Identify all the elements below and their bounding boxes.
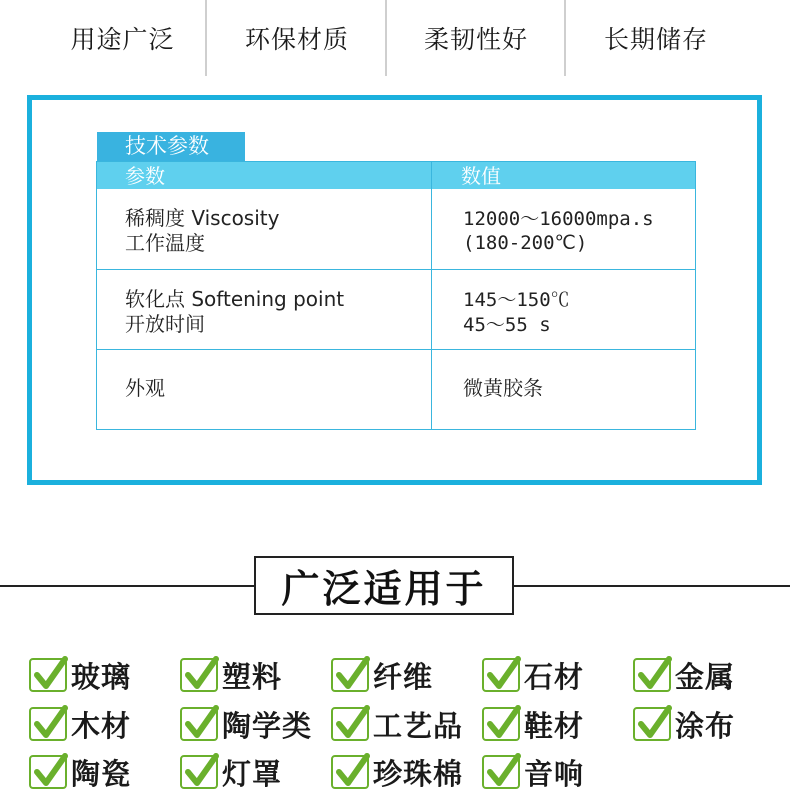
checkmark-icon [331,658,369,692]
application-item [482,655,584,695]
checkmark-icon [633,707,671,741]
application-label: 灯罩 [222,756,283,791]
row3-param: 外观 [125,376,165,400]
header-param: 参数 [125,164,165,188]
application-label: 陶瓷 [71,756,132,791]
row1-value-line1: 12000～16000mpa.s [463,208,654,230]
application-item [331,752,463,792]
row2-param-line2: 开放时间 [125,312,205,336]
application-label: 金属 [675,659,736,694]
spec-table [96,161,696,430]
application-item [29,655,131,695]
checkmark-icon [633,658,671,692]
title-rule-left [0,585,254,587]
application-item [180,752,282,792]
application-item [180,655,282,695]
header-value: 数值 [461,164,501,188]
application-item [29,704,131,744]
row1-param-line2: 工作温度 [125,231,205,255]
checkmark-icon [331,755,369,789]
applications-title: 广泛适用于 [254,556,514,615]
application-label: 木材 [71,708,132,743]
checkmark-icon [331,707,369,741]
feature-item: 环保材质 [244,25,349,54]
application-item [180,704,312,744]
feature-item: 长期储存 [603,25,708,54]
application-item [482,704,584,744]
application-item [633,704,735,744]
row2-value-line2: 45～55 s [463,314,551,336]
application-label: 塑料 [222,659,283,694]
application-label: 鞋材 [524,708,585,743]
application-item [633,655,735,695]
checkmark-icon [180,658,218,692]
row-divider [97,349,695,350]
spec-tab-label: 技术参数 [97,132,245,161]
table-header [97,162,695,189]
application-label: 音响 [524,756,585,791]
application-label: 工艺品 [373,708,464,743]
application-item [482,752,584,792]
row1-param-line1: 稀稠度 Viscosity [125,206,280,230]
application-label: 石材 [524,659,585,694]
row-divider [97,269,695,270]
application-label: 纤维 [373,659,434,694]
application-item [29,752,131,792]
column-divider [431,162,432,429]
checkmark-icon [29,707,67,741]
title-rule-right [514,585,790,587]
checkmark-icon [29,755,67,789]
checkmark-icon [482,658,520,692]
feature-item: 用途广泛 [70,25,175,54]
checkmark-icon [180,755,218,789]
checkmark-icon [29,658,67,692]
checkmark-icon [180,707,218,741]
row2-param-line1: 软化点 Softening point [125,287,345,311]
application-label: 涂布 [675,708,736,743]
feature-item: 柔韧性好 [423,25,528,54]
row2-value-line1: 145～150℃ [463,289,570,311]
checkmark-icon [482,755,520,789]
application-item [331,704,463,744]
application-label: 陶学类 [222,708,313,743]
checkmark-icon [482,707,520,741]
application-label: 玻璃 [71,659,132,694]
row1-value-line2: (180-200℃) [463,232,588,254]
row3-value: 微黄胶条 [463,376,543,400]
application-label: 珍珠棉 [373,756,464,791]
features-bar [0,0,790,76]
application-item [331,655,433,695]
